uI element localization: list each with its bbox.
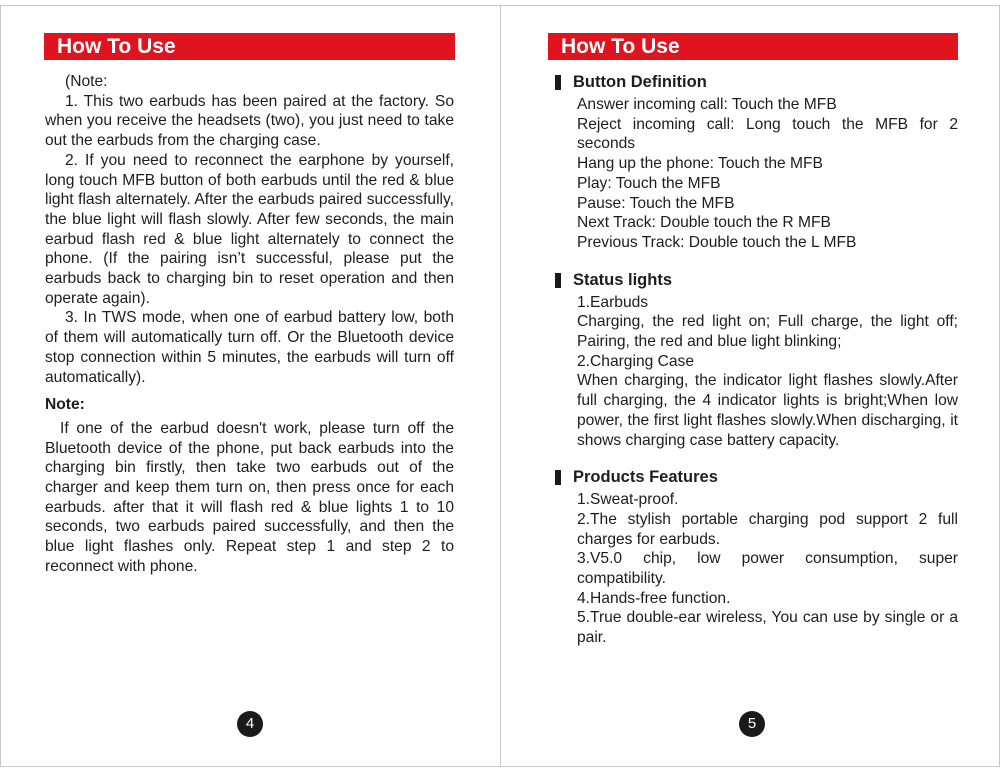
list-item: Pause: Touch the MFB [577,194,735,212]
list-item: 3.V5.0 chip, low power consumption, super compatibility. [577,550,958,588]
page-number: 4 [237,711,263,737]
list-item: Answer incoming call: Touch the MFB [577,96,837,113]
list-item: 5.True double-ear wireless, You can use by single or a pair. [577,609,958,647]
left-body-text [45,72,454,577]
bullet-bar-icon [555,273,561,288]
section-status-lights [549,270,958,291]
section-title: Status lights [573,270,673,289]
list-item: Play: Touch the MFB [577,174,721,192]
status-lights-list [549,293,958,451]
list-item: Reject incoming call: Long touch the MFB for 2 seconds [577,115,958,153]
instruction-paragraph-1: 1. This two earbuds has been paired at the factory. So when you receive the headsets (two), you just need to take out the earbuds from the charging case. [45,92,454,150]
note-heading: Note: [45,396,85,414]
list-item: 4.Hands-free function. [577,589,731,607]
list-item: Hang up the phone: Touch the MFB [577,155,823,173]
list-item: Previous Track: Double touch the L MFB [577,233,857,251]
section-header: How To Use [44,33,455,60]
list-item: Charging, the red light on; Full charge, the light off; Pairing, the red and blue light blinking; [577,313,958,351]
section-header: How To Use [548,33,958,60]
bullet-bar-icon [555,75,561,90]
section-title: Button Definition [573,73,707,91]
instruction-paragraph-3: 3. In TWS mode, when one of earbud battery low, both of them will automatically turn off. Or the Bluetooth device stop connection within 5 minutes, the earbuds will turn off automatically). [45,309,454,386]
section-title: Products Features [573,468,718,487]
right-body-text [549,72,958,648]
right-page [501,0,1000,773]
bullet-bar-icon [555,470,561,485]
list-item: When charging, the indicator light flashes slowly.After full charging, the 4 indicator lights is bright;When low power, the first light flashes slowly.When discharging, it shows charging case battery capacity. [577,372,958,449]
section-products-features [549,467,958,488]
list-item: 2.The stylish portable charging pod support 2 full charges for earbuds. [577,510,958,548]
list-item: 1.Sweat-proof. [577,491,679,509]
products-features-list [549,490,958,648]
section-button-definition [549,72,958,93]
note-body: If one of the earbud doesn't work, please turn off the Bluetooth device of the phone, put back earbuds into the charging bin firstly, then take two earbuds out of the charger and keep them turn on, then press once for each earbuds. after that it will flash red & blue lights 1 to 10 seconds, two earbuds paired successfully, and then the blue light flashes only. Repeat step 1 and step 2 to reconnect with phone. [45,419,454,575]
instruction-paragraph-2: 2. If you need to reconnect the earphone by yourself, long touch MFB button of both earbuds until the red & blue light flash alternately. After the earbuds paired successfully, the blue light will flash slowly. After few seconds, the main earbud flash red & blue light alternately to connect the phone. (If the pairing isn’t successful, please put the earbuds back to charging bin to reset operation and then operate again). [45,151,454,307]
list-item: Next Track: Double touch the R MFB [577,214,831,232]
button-definition-list [549,95,958,253]
list-item: 2.Charging Case [577,352,695,370]
note-open: (Note: [65,73,108,90]
list-item: 1.Earbuds [577,293,649,311]
page-number: 5 [739,711,765,737]
